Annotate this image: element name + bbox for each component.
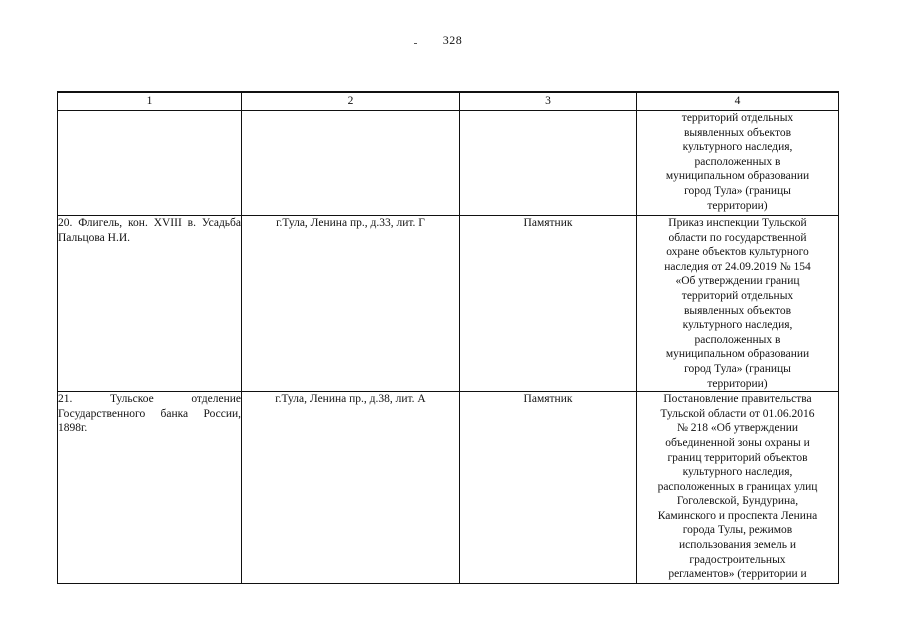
category-cell: Памятник: [460, 392, 637, 584]
column-header-4: 4: [637, 92, 839, 111]
document-line: территорий отдельных: [681, 289, 794, 302]
document-line: муниципальном образовании: [665, 170, 810, 183]
document-line: Постановление правительства: [663, 393, 812, 406]
document-line: охране объектов культурного: [666, 246, 809, 259]
object-name-cell: 21. Тульское отделение Государственного банка России, 1898г.: [58, 392, 242, 584]
address-cell: г.Тула, Ленина пр., д.38, лит. А: [242, 392, 460, 584]
document-line: выявленных объектов: [683, 304, 792, 317]
object-name-cell: [58, 111, 242, 216]
document-line: наследия от 24.09.2019 № 154: [664, 260, 811, 273]
document-line: регламентов» (территории и: [668, 568, 807, 581]
document-line: культурного наследия,: [682, 141, 793, 154]
column-header-3: 3: [460, 92, 637, 111]
page-number: 328: [442, 33, 463, 47]
document-line: территорий отдельных: [681, 112, 794, 124]
document-line: границ территорий объектов: [667, 451, 808, 464]
legal-document-cell: [637, 111, 839, 216]
object-name-cell: 20. Флигель, кон. XVIII в. Усадьба Пальцова Н.И.: [58, 216, 242, 392]
table-row: [58, 111, 839, 216]
document-line: № 218 «Об утверждении: [676, 422, 799, 435]
document-line: объединенной зоны охраны и: [665, 436, 810, 449]
document-line: Приказ инспекции Тульской: [668, 217, 807, 229]
document-line: города Тулы, режимов: [682, 524, 793, 537]
document-line: территории): [707, 377, 768, 390]
table-row: [58, 392, 839, 584]
table-header-row: [58, 92, 839, 111]
document-line: расположенных в: [694, 155, 781, 168]
document-line: области по государственной: [668, 231, 807, 244]
document-line: «Об утверждении границ: [675, 275, 800, 288]
document-line: градостроительных: [689, 553, 786, 566]
document-line: город Тула» (границы: [684, 184, 791, 197]
legal-document-cell: [637, 216, 839, 392]
column-header-1: 1: [58, 92, 242, 111]
legal-document-cell: [637, 392, 839, 584]
document-line: культурного наследия,: [682, 319, 793, 332]
document-line: Каминского и проспекта Ленина: [657, 509, 818, 522]
scan-speck: [414, 43, 417, 44]
document-line: Гоголевской, Бундурина,: [676, 495, 799, 508]
document-line: территории): [707, 199, 768, 212]
document-line: использования земель и: [678, 539, 797, 552]
document-line: город Тула» (границы: [684, 362, 791, 375]
document-line: Тульской области от 01.06.2016: [660, 407, 815, 420]
document-line: культурного наследия,: [682, 466, 793, 479]
document-line: расположенных в границах улиц: [657, 480, 818, 493]
address-cell: [242, 111, 460, 216]
heritage-objects-table: [57, 91, 839, 584]
table-row: [58, 216, 839, 392]
document-line: муниципальном образовании: [665, 348, 810, 361]
category-cell: [460, 111, 637, 216]
column-header-2: 2: [242, 92, 460, 111]
document-line: выявленных объектов: [683, 126, 792, 139]
document-line: расположенных в: [694, 333, 781, 346]
category-cell: Памятник: [460, 216, 637, 392]
address-cell: г.Тула, Ленина пр., д.33, лит. Г: [242, 216, 460, 392]
